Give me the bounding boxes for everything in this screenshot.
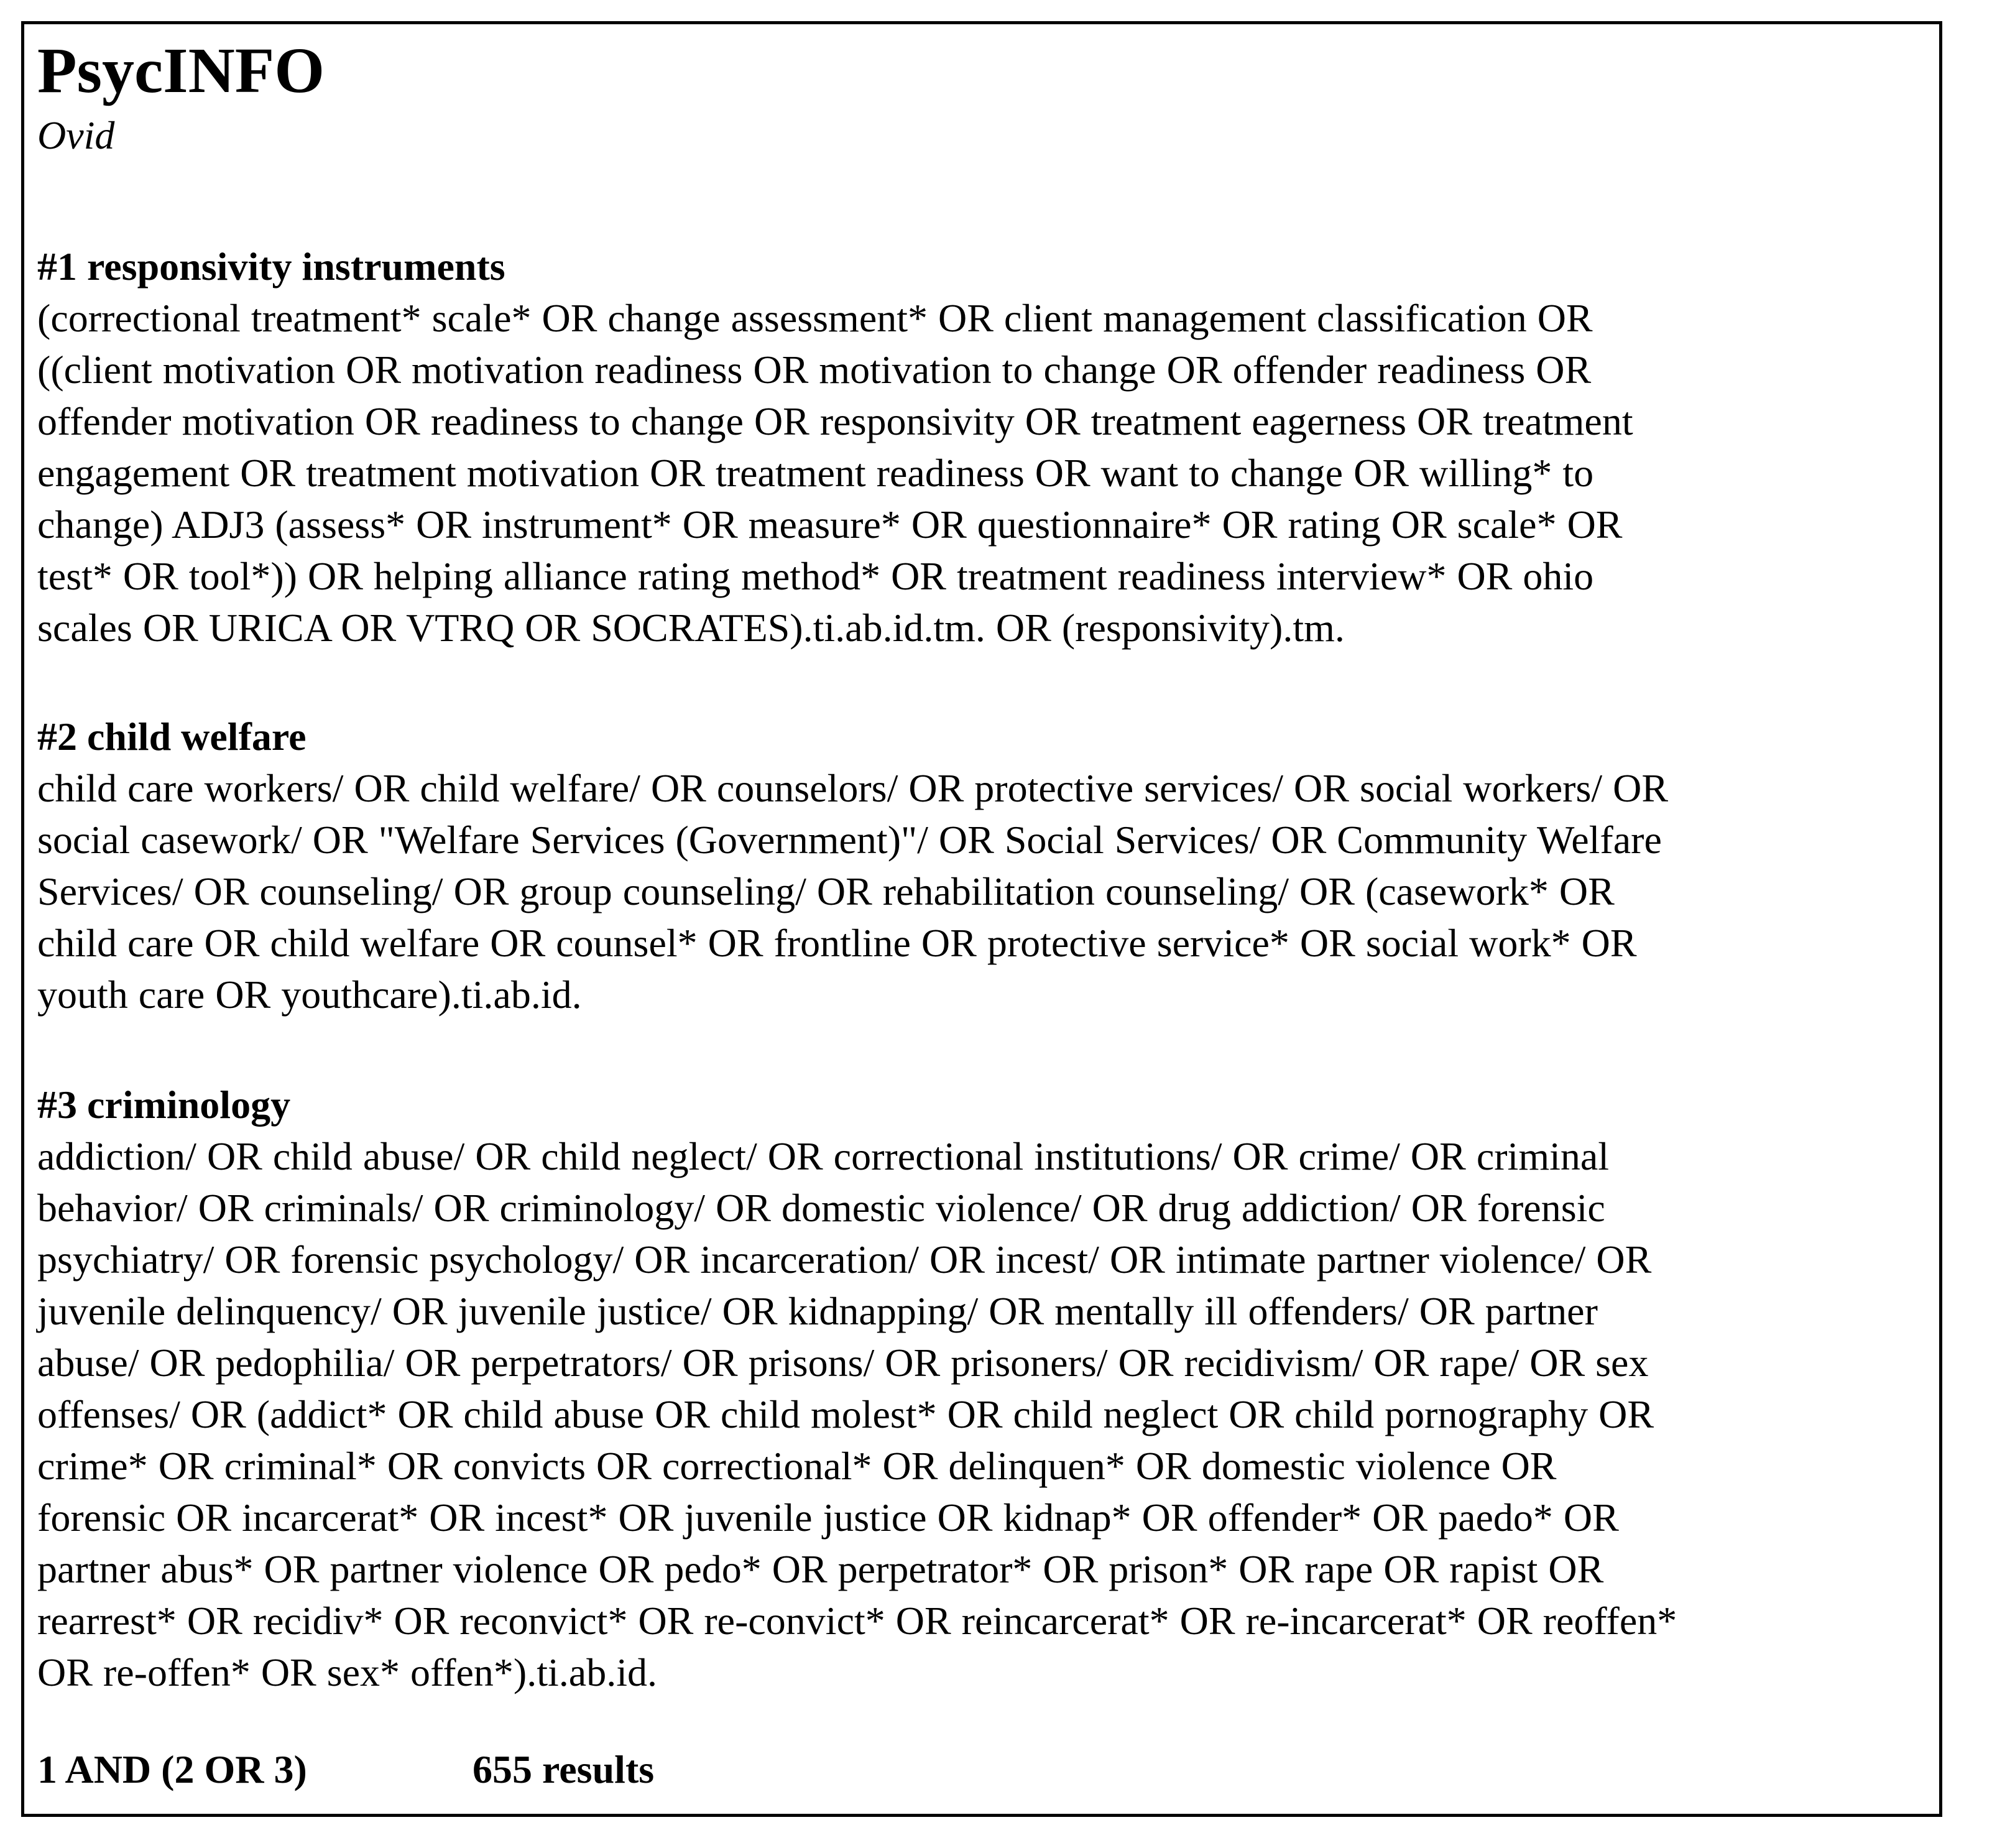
query-line: scales OR URICA OR VTRQ OR SOCRATES).ti.ab.id.tm. OR (responsivity).tm. [37,606,1345,650]
search-combination: 1 AND (2 OR 3) [37,1747,307,1791]
query-line: crime* OR criminal* OR convicts OR correctional* OR delinquen* OR domestic violence OR [37,1444,1557,1488]
query-line: test* OR tool*)) OR helping alliance rating method* OR treatment readiness interview* OR ohio [37,554,1594,598]
query-line: child care OR child welfare OR counsel* OR frontline OR protective service* OR social work* OR [37,921,1637,965]
query-line: offender motivation OR readiness to change OR responsivity OR treatment eagerness OR treatment [37,399,1633,443]
search-block-2 [37,711,1902,1020]
query-line: engagement OR treatment motivation OR treatment readiness OR want to change OR willing* to [37,451,1594,495]
query-line: ((client motivation OR motivation readiness OR motivation to change OR offender readiness OR [37,348,1592,392]
query-line: behavior/ OR criminals/ OR criminology/ OR domestic violence/ OR drug addiction/ OR forensic [37,1186,1605,1230]
query-line: rearrest* OR recidiv* OR reconvict* OR re-convict* OR reincarcerat* OR re-incarcerat* OR reoffen* [37,1599,1677,1643]
search-heading: #2 child welfare [37,714,307,759]
query-line: offenses/ OR (addict* OR child abuse OR child molest* OR child neglect OR child pornography OR [37,1392,1654,1436]
search-block-1 [37,241,1902,654]
query-line: OR re-offen* OR sex* offen*).ti.ab.id. [37,1650,657,1694]
query-line: child care workers/ OR child welfare/ OR counselors/ OR protective services/ OR social workers/ OR [37,766,1669,810]
query-line: juvenile delinquency/ OR juvenile justice/ OR kidnapping/ OR mentally ill offenders/ OR partner [37,1289,1598,1333]
query-line: (correctional treatment* scale* OR change assessment* OR client management classification OR [37,296,1593,340]
search-summary [37,1744,654,1795]
search-heading: #3 criminology [37,1083,291,1127]
query-line: addiction/ OR child abuse/ OR child neglect/ OR correctional institutions/ OR crime/ OR criminal [37,1134,1610,1178]
search-heading: #1 responsivity instruments [37,244,505,289]
database-title: PsycINFO [37,35,325,106]
query-line: change) ADJ3 (assess* OR instrument* OR measure* OR questionnaire* OR rating OR scale* OR [37,502,1623,547]
query-line: psychiatry/ OR forensic psychology/ OR incarceration/ OR incest/ OR intimate partner violence/ OR [37,1237,1652,1282]
results-count: 655 results [473,1747,655,1791]
search-query [37,762,1902,1020]
query-line: abuse/ OR pedophilia/ OR perpetrators/ OR prisons/ OR prisoners/ OR recidivism/ OR rape/ OR sex [37,1341,1649,1385]
query-line: Services/ OR counseling/ OR group counseling/ OR rehabilitation counseling/ OR (casework* OR [37,869,1615,913]
query-line: partner abus* OR partner violence OR pedo* OR perpetrator* OR prison* OR rape OR rapist OR [37,1547,1604,1591]
query-line: youth care OR youthcare).ti.ab.id. [37,973,582,1017]
search-block-3 [37,1079,1902,1698]
platform-subtitle: Ovid [37,113,115,157]
search-query [37,292,1902,654]
search-query [37,1130,1902,1698]
query-line: social casework/ OR "Welfare Services (Government)"/ OR Social Services/ OR Community Welfare [37,818,1662,862]
query-line: forensic OR incarcerat* OR incest* OR juvenile justice OR kidnap* OR offender* OR paedo* OR [37,1495,1619,1540]
document-header [37,31,1902,160]
